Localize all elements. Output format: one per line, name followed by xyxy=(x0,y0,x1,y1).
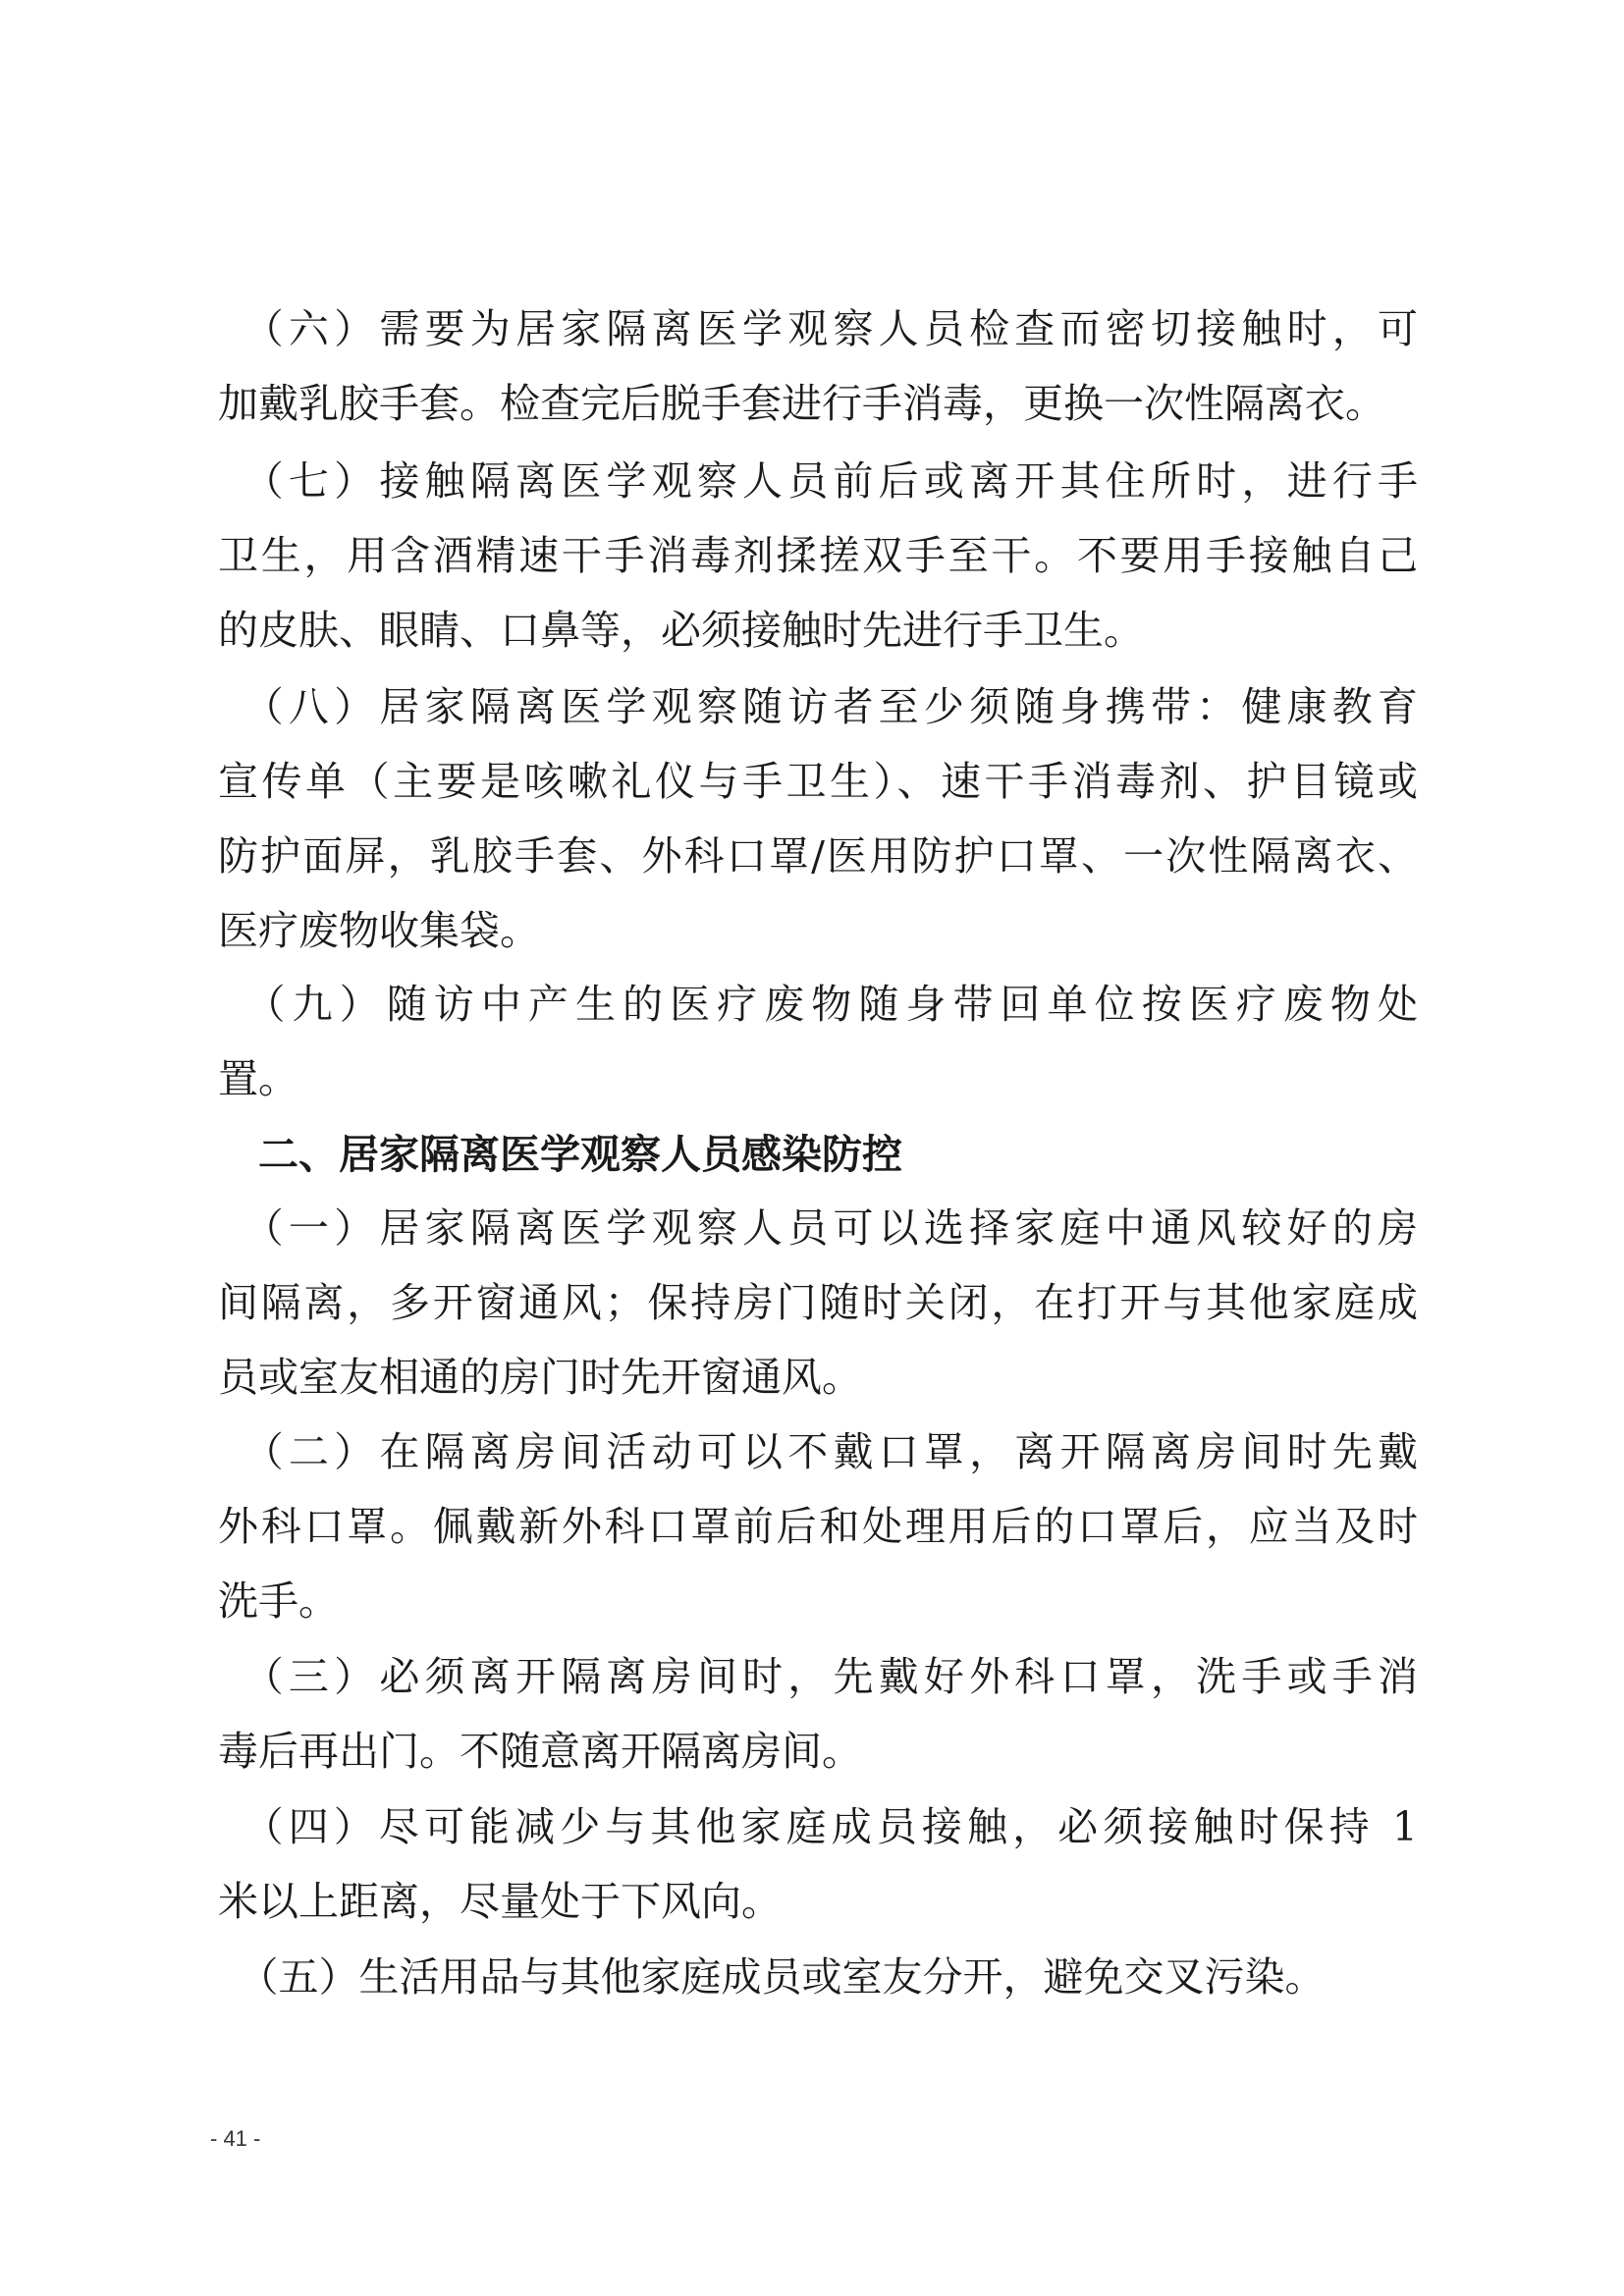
text-line: 置。 xyxy=(218,1055,298,1102)
item-3 xyxy=(218,1639,1418,1789)
text-line: 的皮肤、眼睛、口鼻等，必须接触时先进行手卫生。 xyxy=(218,607,1144,654)
text-line: 宣传单（主要是咳嗽礼仪与手卫生）、速干手消毒剂、护目镜或 xyxy=(218,758,1418,805)
text-line: 毒后再出门。不随意离开隔离房间。 xyxy=(218,1728,862,1775)
text-line: （三）必须离开隔离房间时，先戴好外科口罩，洗手或手消 xyxy=(218,1653,1418,1700)
text-line: （八）居家隔离医学观察随访者至少须随身携带：健康教育 xyxy=(218,683,1418,730)
paragraph-8 xyxy=(218,669,1418,968)
text-line: 外科口罩。佩戴新外科口罩前后和处理用后的口罩后，应当及时 xyxy=(218,1503,1418,1550)
page-number: - 41 - xyxy=(210,2126,261,2151)
item-2 xyxy=(218,1415,1418,1638)
text-line: 卫生，用含酒精速干手消毒剂揉搓双手至干。不要用手接触自己 xyxy=(218,532,1418,579)
section-heading-text: 二、居家隔离医学观察人员感染防控 xyxy=(218,1131,902,1178)
text-line: 加戴乳胶手套。检查完后脱手套进行手消毒，更换一次性隔离衣。 xyxy=(218,380,1385,427)
item-1 xyxy=(218,1191,1418,1415)
paragraph-7 xyxy=(218,444,1418,667)
paragraph-9 xyxy=(218,967,1418,1116)
text-line: （六）需要为居家隔离医学观察人员检查而密切接触时，可 xyxy=(218,305,1418,352)
item-5 xyxy=(218,1940,1418,2014)
item-4 xyxy=(218,1789,1418,1939)
text-line: （二）在隔离房间活动可以不戴口罩，离开隔离房间时先戴 xyxy=(218,1428,1418,1475)
text-line: 医疗废物收集袋。 xyxy=(218,907,540,954)
text-line: 员或室友相通的房门时先开窗通风。 xyxy=(218,1354,862,1401)
text-line: （七）接触隔离医学观察人员前后或离开其住所时，进行手 xyxy=(218,457,1418,505)
paragraph-6 xyxy=(218,292,1418,441)
text-line: （九）随访中产生的医疗废物随身带回单位按医疗废物处 xyxy=(218,981,1418,1028)
text-line: （四）尽可能减少与其他家庭成员接触，必须接触时保持 1 xyxy=(218,1803,1418,1850)
text-line: （一）居家隔离医学观察人员可以选择家庭中通风较好的房 xyxy=(218,1204,1418,1252)
text-line: （五）生活用品与其他家庭成员或室友分开，避免交叉污染。 xyxy=(218,1953,1326,2001)
text-line: 米以上距离，尽量处于下风向。 xyxy=(218,1878,782,1925)
text-line: 防护面屏，乳胶手套、外科口罩/医用防护口罩、一次性隔离衣、 xyxy=(218,832,1418,880)
text-line: 洗手。 xyxy=(218,1577,339,1625)
text-line: 间隔离，多开窗通风；保持房门随时关闭，在打开与其他家庭成 xyxy=(218,1279,1418,1326)
section-heading xyxy=(218,1117,1418,1192)
